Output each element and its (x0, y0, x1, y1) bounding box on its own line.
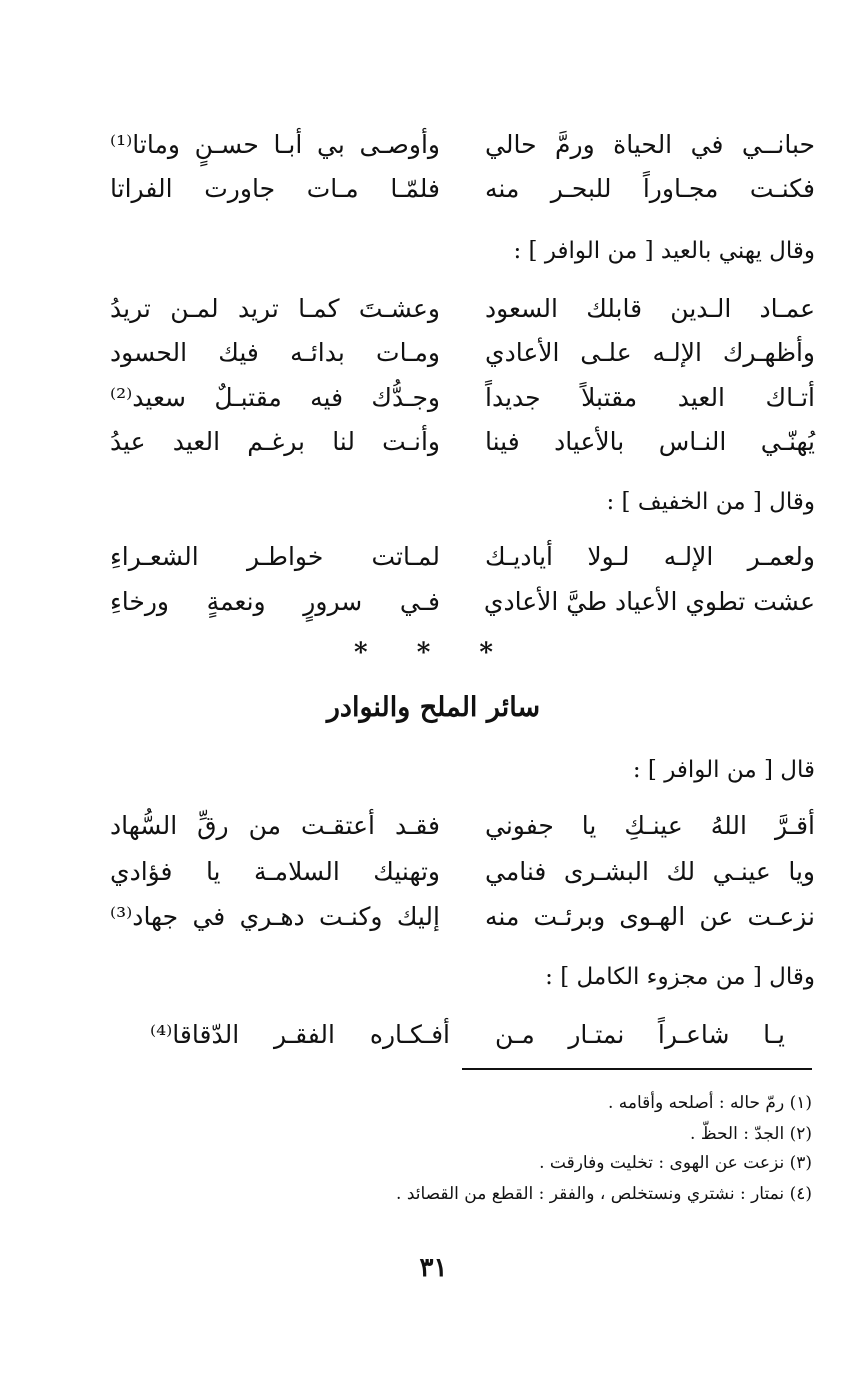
verse-first-hemistich: عشت تطوي الأعياد طيَّ الأعادي (483, 587, 815, 616)
verse-first-hemistich: ويا عينـي لك البشـرى فنامي (485, 857, 815, 886)
verse-second-hemistich: وجـدُّك فيه مقتبـلٌ سعيد⁽²⁾ (110, 383, 440, 412)
verse-line (110, 535, 815, 579)
verse-line (110, 895, 815, 939)
verse-second-hemistich: فلمّـا مـات جاورت الفراتا (110, 174, 440, 203)
verse-first-hemistich: حبانــي في الحياة ورمَّ حالي (485, 130, 815, 159)
section-title: سائر الملح والنوادر (326, 692, 541, 723)
verse-first-hemistich: عمـاد الـدين قابلك السعود (485, 294, 815, 323)
verse-second-hemistich: وأنـت لنا برغـم العيد عيدُ (110, 427, 440, 456)
verse-first-hemistich: أقـرَّ اللهُ عينـكِ يا جفوني (485, 811, 815, 840)
poem-intro: قال [ من الوافر ] : (632, 757, 815, 783)
verse-line (110, 287, 815, 331)
verse-first-hemistich: يُهنّـي النـاس بالأعياد فينا (485, 427, 815, 456)
footnote: (٢) الجدّ : الحظّ . (690, 1124, 812, 1144)
verse-second-hemistich: أفـكـاره الفقـر الدّقاقا⁽⁴⁾ (150, 1020, 450, 1049)
verse-first-hemistich: فكنـت مجـاوراً للبحـر منه (485, 174, 815, 203)
verse-second-hemistich: إليك وكنـت دهـري في جهاد⁽³⁾ (110, 902, 440, 931)
verse-second-hemistich: وعشـتَ كمـا تريد لمـن تريدُ (110, 294, 440, 323)
verse-second-hemistich: فقـد أعتقـت من رقِّ السُّهاد (110, 811, 440, 840)
verse-first-hemistich: أتـاك العيد مقتبلاً جديداً (485, 383, 815, 412)
poem-intro: وقال يهني بالعيد [ من الوافر ] : (513, 238, 815, 264)
verse-second-hemistich: وأوصـى بي أبـا حسـنٍ وماتا⁽¹⁾ (110, 130, 440, 159)
verse-line (110, 580, 815, 624)
verse-first-hemistich: ولعمـر الإلـه لـولا أياديـك (485, 542, 815, 571)
verse-line (110, 420, 815, 464)
page-number: ٣١ (419, 1253, 448, 1283)
verse-line (110, 331, 815, 375)
verse-first-hemistich: يـا شاعـراً نمتـار مـن (495, 1020, 785, 1049)
footnote: (٣) نزعت عن الهوى : تخليت وفارقت . (539, 1153, 812, 1173)
verse-line (110, 1013, 815, 1057)
section-separator: * * * (354, 638, 513, 668)
poem-intro: وقال [ من الخفيف ] : (606, 489, 815, 515)
verse-line (110, 804, 815, 848)
footnote-divider (462, 1068, 812, 1070)
verse-line (110, 123, 815, 167)
verse-line (110, 850, 815, 894)
poem-intro: وقال [ من مجزوء الكامل ] : (545, 964, 815, 990)
verse-first-hemistich: نزعـت عن الهـوى وبرئـت منه (485, 902, 815, 931)
footnote: (٤) نمتار : نشتري ونستخلص ، والفقر : القطع من القصائد . (396, 1184, 812, 1204)
verse-first-hemistich: وأظهـرك الإلـه علـى الأعادي (485, 338, 815, 367)
verse-second-hemistich: ومـات بدائـه فيك الحسود (110, 338, 440, 367)
verse-second-hemistich: وتهنيك السلامـة يا فؤادي (110, 857, 440, 886)
verse-second-hemistich: لمـاتت خواطـر الشعـراءِ (110, 542, 440, 571)
verse-line (110, 376, 815, 420)
verse-second-hemistich: فـي سرورٍ ونعمةٍ ورخاءِ (110, 587, 440, 616)
verse-line (110, 167, 815, 211)
footnote: (١) رمّ حاله : أصلحه وأقامه . (607, 1093, 812, 1113)
